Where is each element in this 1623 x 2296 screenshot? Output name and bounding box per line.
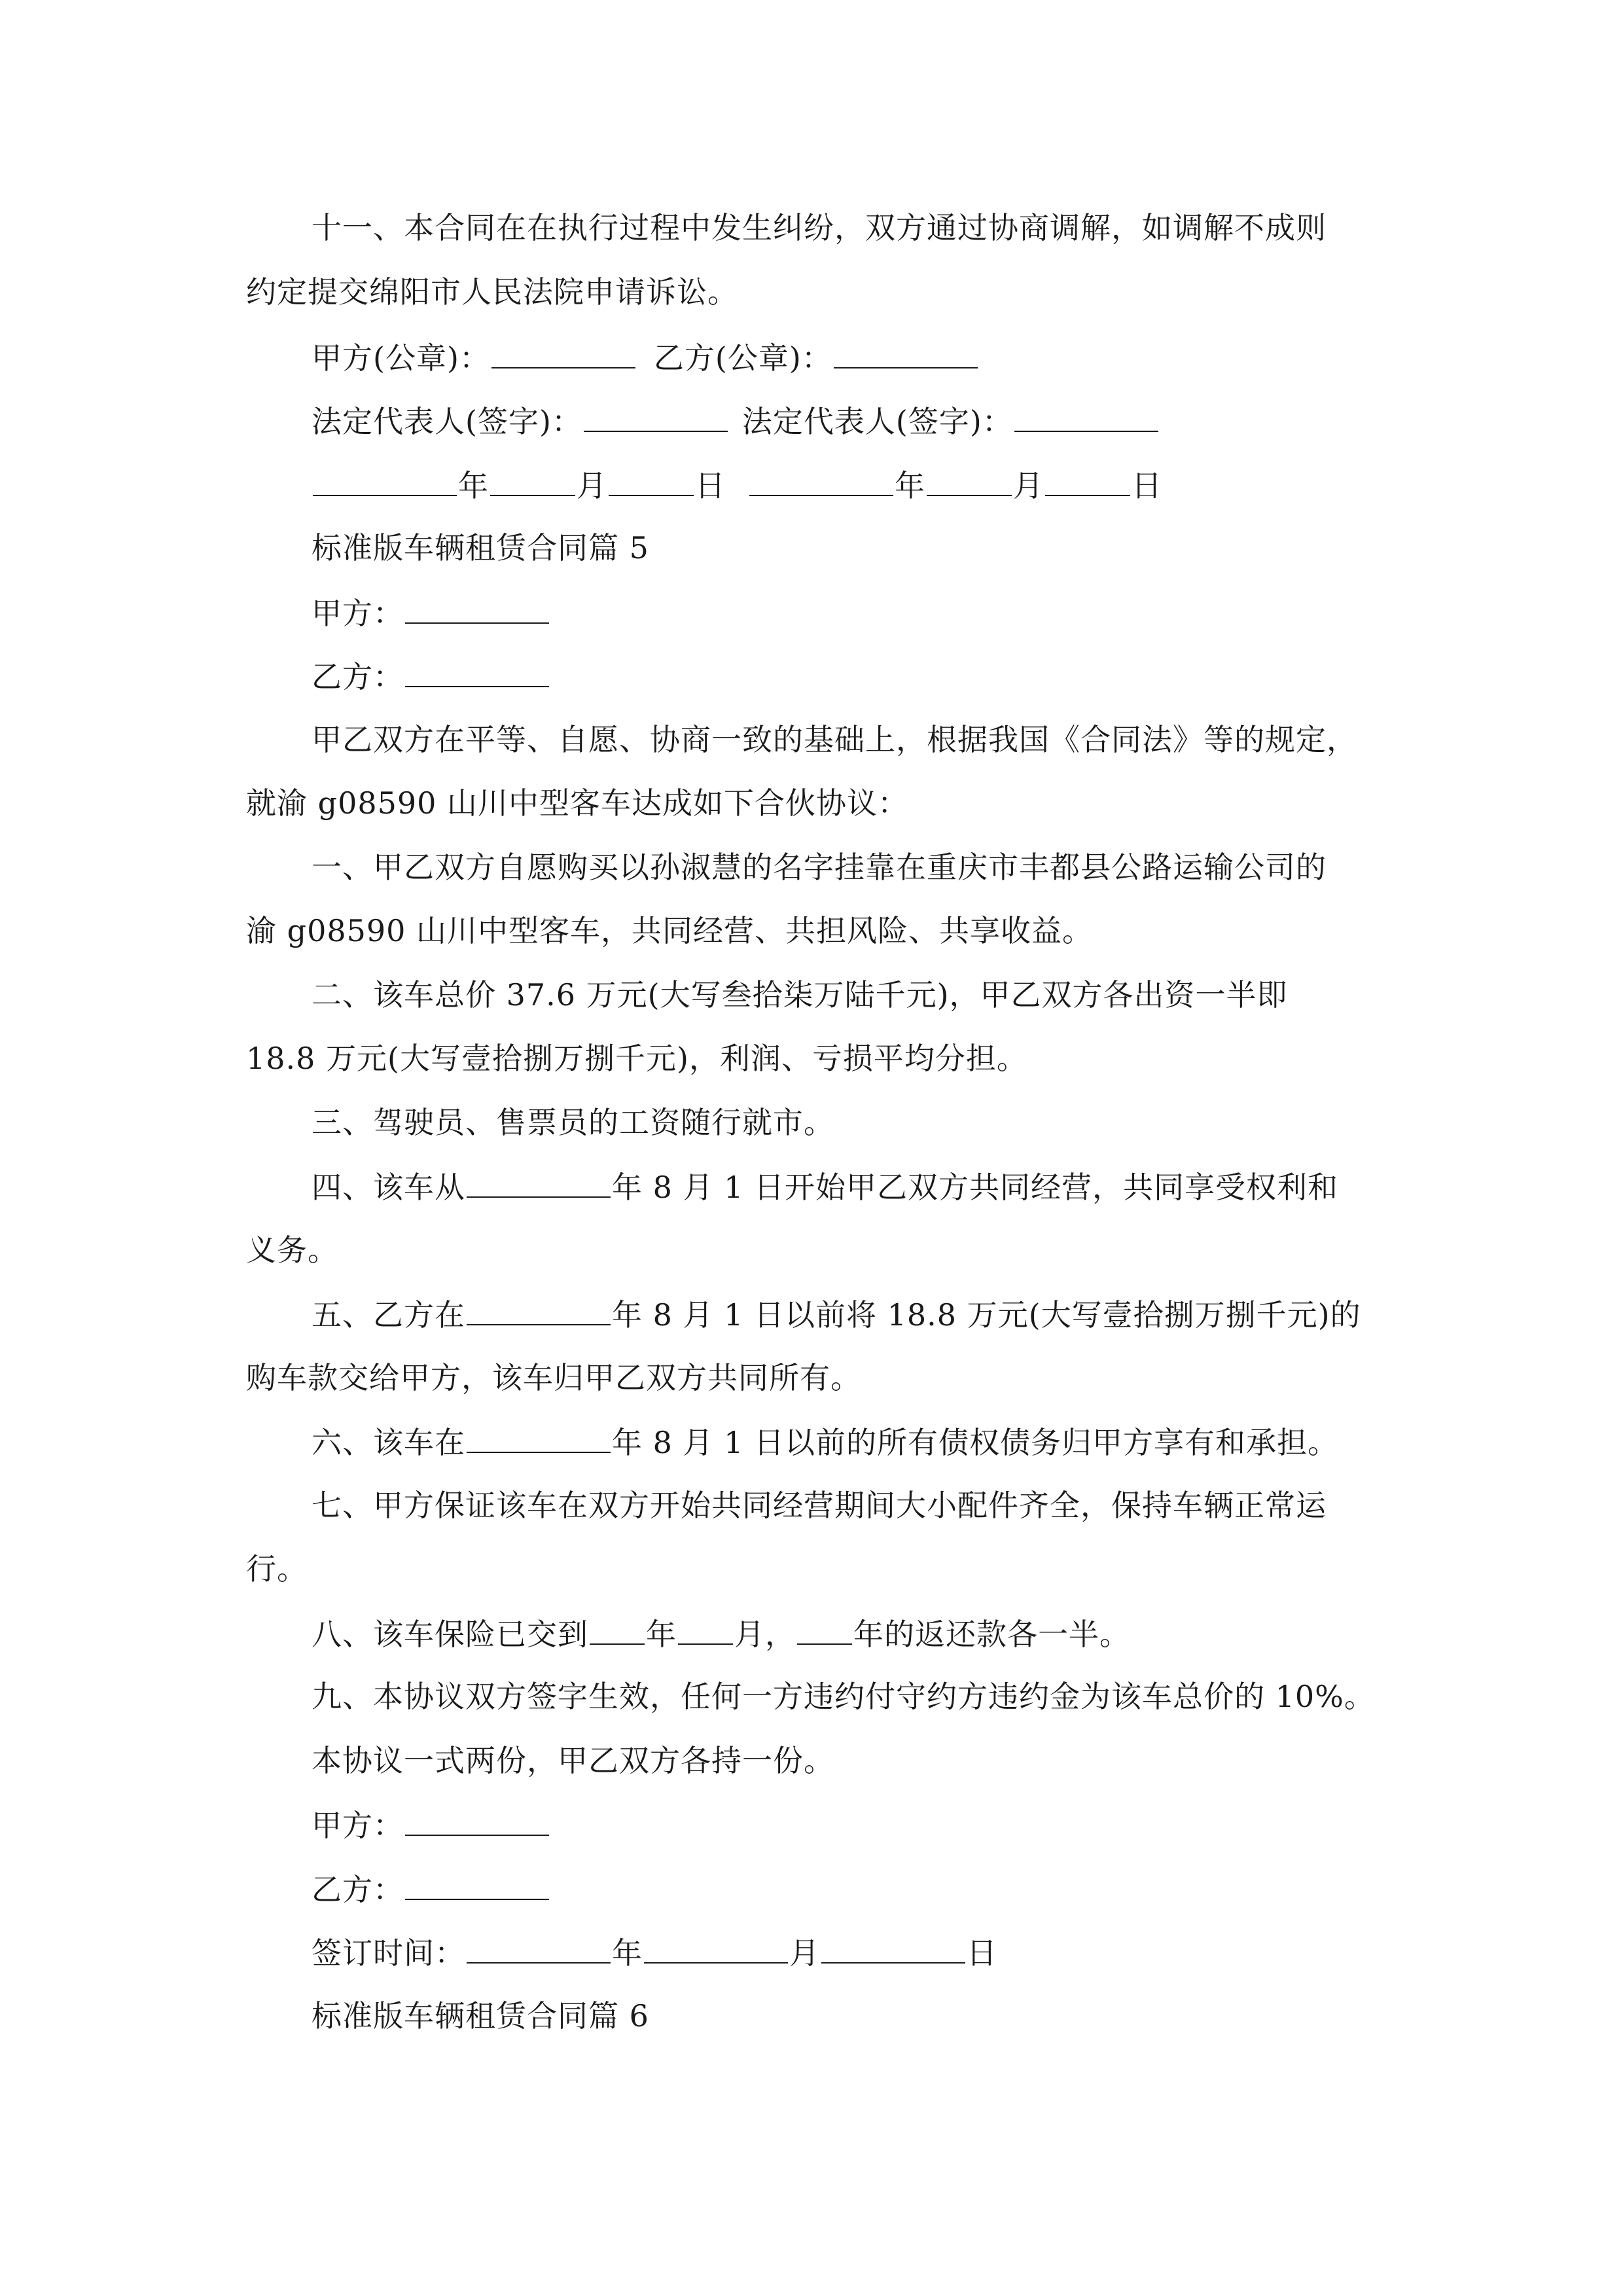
item-6-suffix: 年 8 月 1 日以前的所有债权债务归甲方享有和承担。 bbox=[612, 1425, 1339, 1460]
seal-signature-row bbox=[312, 337, 979, 378]
item-8-suffix: 年的返还款各一半。 bbox=[853, 1617, 1130, 1652]
party-a-seal-label: 甲方(公章)： bbox=[312, 340, 490, 376]
item-5-line2: 购车款交给甲方，该车归甲乙双方共同所有。 bbox=[246, 1360, 861, 1395]
date-a-day-blank bbox=[609, 465, 694, 496]
item-6 bbox=[312, 1422, 1338, 1462]
item-8-month-label: 月， bbox=[734, 1617, 796, 1652]
sign-date-row bbox=[312, 1932, 997, 1973]
party-b-blank bbox=[405, 656, 549, 687]
party-a-row bbox=[312, 592, 550, 633]
item-4-suffix: 年 8 月 1 日开始甲乙双方共同经营，共同享受权利和 bbox=[612, 1170, 1339, 1205]
item-4-line2: 义务。 bbox=[246, 1232, 338, 1268]
date-a-month-blank bbox=[490, 465, 575, 496]
sign-party-b-blank bbox=[405, 1869, 549, 1900]
party-b-seal-blank bbox=[834, 337, 978, 368]
date-b-day-label: 日 bbox=[1132, 468, 1162, 503]
item-9: 九、本协议双方签字生效，任何一方违约付守约方违约金为该车总价的 10%。 bbox=[312, 1679, 1375, 1714]
item-6-year-blank bbox=[467, 1422, 611, 1453]
date-a-year-label: 年 bbox=[458, 468, 489, 503]
item-5-line1 bbox=[312, 1294, 1361, 1335]
item-4-prefix: 四、该车从 bbox=[312, 1170, 465, 1205]
sign-month-label: 月 bbox=[789, 1935, 820, 1971]
date-row bbox=[312, 465, 1162, 505]
item-8-year-blank bbox=[590, 1613, 645, 1645]
date-a-month-label: 月 bbox=[577, 468, 607, 503]
item-5-year-blank bbox=[467, 1294, 611, 1325]
party-a-seal-blank bbox=[491, 337, 635, 368]
sign-year-label: 年 bbox=[612, 1935, 643, 1971]
item-7-line1: 七、甲方保证该车在双方开始共同经营期间大小配件齐全，保持车辆正常运 bbox=[312, 1488, 1327, 1523]
item-8-month-blank bbox=[678, 1613, 733, 1645]
item-8-prefix: 八、该车保险已交到 bbox=[312, 1617, 588, 1652]
clause-11-line2: 约定提交绵阳市人民法院申请诉讼。 bbox=[246, 274, 738, 310]
sign-date-label: 签订时间： bbox=[312, 1935, 465, 1971]
party-b-row bbox=[312, 656, 550, 696]
sign-year-blank bbox=[467, 1932, 611, 1964]
date-b-year-label: 年 bbox=[895, 468, 925, 503]
date-b-day-blank bbox=[1045, 465, 1130, 496]
item-5-prefix: 五、乙方在 bbox=[312, 1297, 465, 1333]
date-b-year-blank bbox=[749, 465, 893, 496]
legal-rep-a-blank bbox=[584, 401, 728, 432]
legal-rep-b-blank bbox=[1014, 401, 1158, 432]
legal-rep-row bbox=[312, 401, 1160, 441]
date-a-day-label: 日 bbox=[695, 468, 726, 503]
sign-party-b-row bbox=[312, 1869, 550, 1909]
item-1-line2: 渝 g08590 山川中型客车，共同经营、共担风险、共享收益。 bbox=[246, 913, 1094, 948]
date-a-year-blank bbox=[313, 465, 457, 496]
copies-statement: 本协议一式两份，甲乙双方各持一份。 bbox=[312, 1743, 834, 1778]
item-8-return-year-blank bbox=[797, 1613, 852, 1645]
date-b-month-label: 月 bbox=[1013, 468, 1044, 503]
intro-line2: 就渝 g08590 山川中型客车达成如下合伙协议： bbox=[246, 785, 909, 821]
clause-11-line1: 十一、本合同在在执行过程中发生纠纷，双方通过协商调解，如调解不成则 bbox=[312, 210, 1327, 245]
item-4-line1 bbox=[312, 1166, 1338, 1207]
date-b-month-blank bbox=[927, 465, 1012, 496]
sign-day-label: 日 bbox=[967, 1935, 997, 1971]
item-4-year-blank bbox=[467, 1166, 611, 1198]
sign-party-b-label: 乙方： bbox=[312, 1872, 404, 1907]
sign-party-a-row bbox=[312, 1804, 550, 1845]
party-a-label: 甲方： bbox=[312, 596, 404, 631]
party-b-label: 乙方： bbox=[312, 659, 404, 694]
item-8 bbox=[312, 1613, 1130, 1654]
sign-month-blank bbox=[644, 1932, 788, 1964]
item-2-line1: 二、该车总价 37.6 万元(大写叁拾柒万陆千元)，甲乙双方各出资一半即 bbox=[312, 977, 1288, 1013]
item-2-line2: 18.8 万元(大写壹拾捌万捌千元)，利润、亏损平均分担。 bbox=[246, 1041, 1027, 1076]
party-b-seal-label: 乙方(公章)： bbox=[653, 340, 832, 376]
item-8-year-label: 年 bbox=[646, 1617, 677, 1652]
item-7-line2: 行。 bbox=[246, 1551, 308, 1587]
item-1-line1: 一、甲乙双方自愿购买以孙淑慧的名字挂靠在重庆市丰都县公路运输公司的 bbox=[312, 850, 1327, 885]
sign-party-a-blank bbox=[405, 1804, 549, 1836]
intro-line1: 甲乙双方在平等、自愿、协商一致的基础上，根据我国《合同法》等的规定， bbox=[312, 722, 1357, 757]
item-6-prefix: 六、该车在 bbox=[312, 1425, 465, 1460]
item-3: 三、驾驶员、售票员的工资随行就市。 bbox=[312, 1105, 834, 1140]
legal-rep-a-label: 法定代表人(签字)： bbox=[312, 404, 582, 439]
section-5-title: 标准版车辆租赁合同篇 5 bbox=[312, 530, 649, 565]
party-a-blank bbox=[405, 592, 549, 624]
sign-day-blank bbox=[821, 1932, 965, 1964]
legal-rep-b-label: 法定代表人(签字)： bbox=[741, 404, 1013, 439]
sign-party-a-label: 甲方： bbox=[312, 1808, 404, 1843]
section-6-title: 标准版车辆租赁合同篇 6 bbox=[312, 1998, 649, 2034]
item-5-suffix: 年 8 月 1 日以前将 18.8 万元(大写壹拾捌万捌千元)的 bbox=[612, 1297, 1361, 1333]
